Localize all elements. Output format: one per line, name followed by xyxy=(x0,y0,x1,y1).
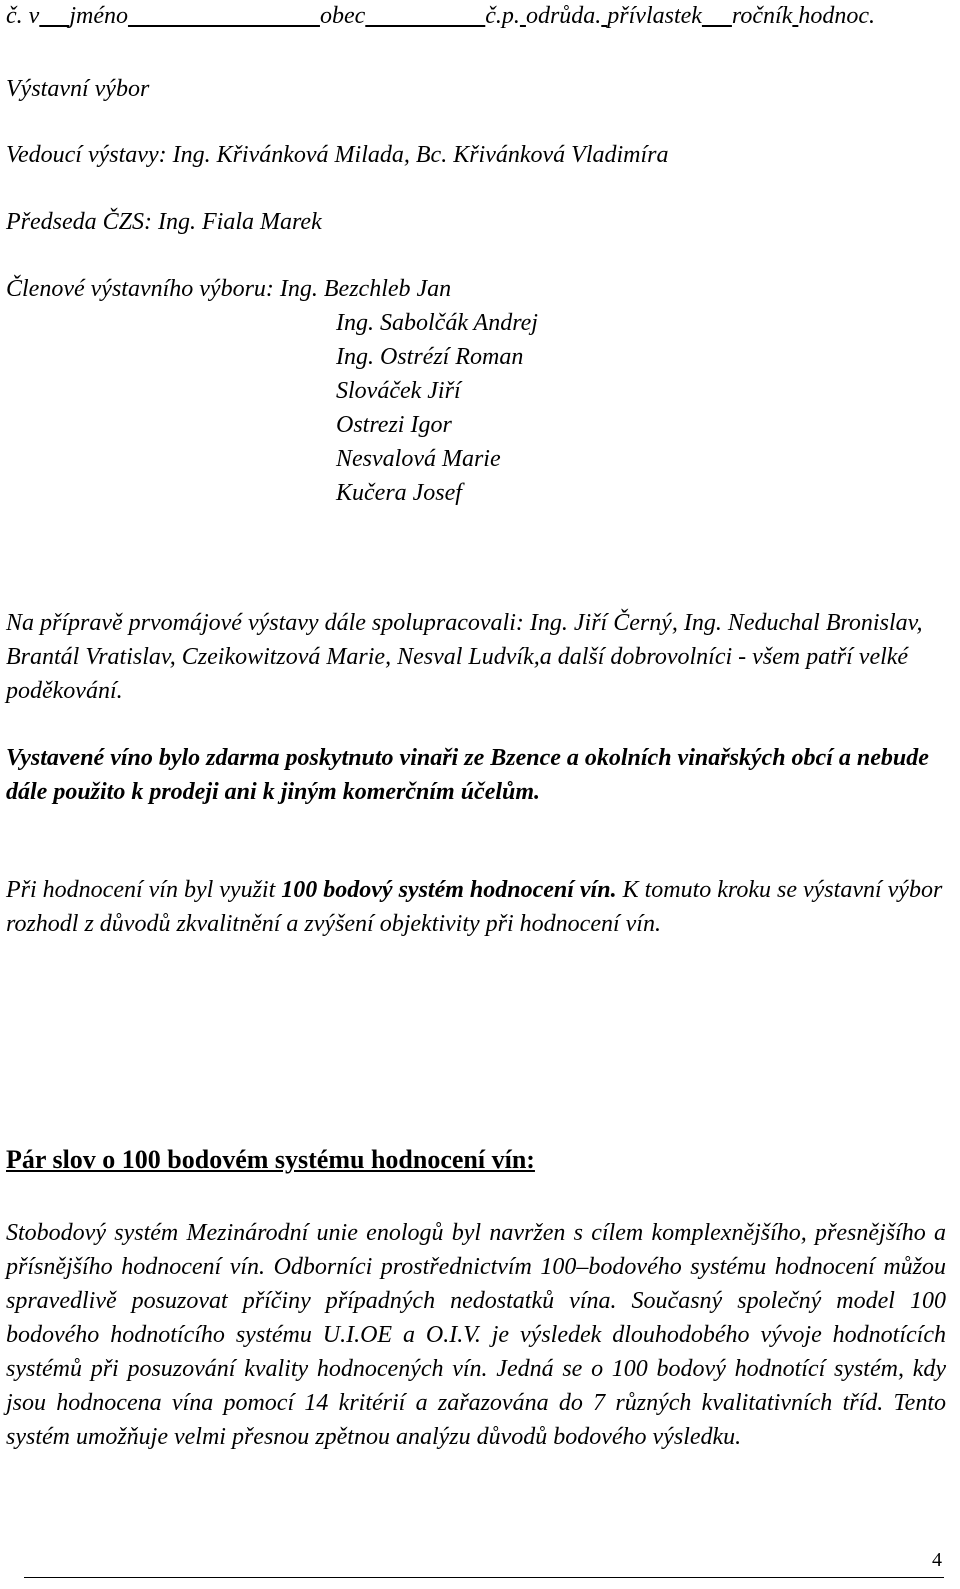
evaluation-text-b: K tomuto kroku se výstavní výbor rozhodl z důvodů zkvalitnění a zvýšení objektivity při hodnocení vín. xyxy=(6,877,943,937)
page-number: 4 xyxy=(932,1549,942,1571)
header-field-name: jméno xyxy=(69,3,128,29)
chairman: Předseda ČZS: Ing. Fiala Marek xyxy=(6,209,322,235)
header-underline xyxy=(365,3,485,29)
member-item: Kučera Josef xyxy=(336,480,462,506)
header-field-attribute: přívlastek xyxy=(607,3,702,29)
section-heading: Pár slov o 100 bodovém systému hodnocení vín: xyxy=(6,1145,535,1174)
header-field-year: ročník xyxy=(731,3,793,29)
evaluation-highlight: 100 bodový systém hodnocení vín. xyxy=(281,877,617,903)
header-field-cp: č.p. xyxy=(485,3,520,29)
header-field-number: č. v xyxy=(6,3,40,29)
footer-rule xyxy=(24,1577,944,1578)
header-field-variety: odrůda. xyxy=(525,3,602,29)
member-first: Ing. Bezchleb Jan xyxy=(279,276,452,302)
entry-format-header xyxy=(6,2,875,30)
evaluation-text-a: Při hodnocení vín byl využit xyxy=(6,877,282,903)
wine-notice-paragraph: Vystavené víno bylo zdarma poskytnuto vinaři ze Bzence a okolních vinařských obcí a nebude dále použito k prodeji ani k jiným komerčním účelům. xyxy=(6,745,929,805)
header-underline xyxy=(702,3,732,29)
members-list xyxy=(336,306,538,510)
header-field-village: obec xyxy=(319,3,366,29)
header-underline xyxy=(39,3,69,29)
header-field-rating: hodnoc. xyxy=(798,3,875,29)
evaluation-paragraph xyxy=(6,873,946,941)
member-item: Ing. Sabolčák Andrej xyxy=(336,310,538,336)
exhibition-leader: Vedoucí výstavy: Ing. Křivánková Milada, Bc. Křivánková Vladimíra xyxy=(6,142,669,168)
members-label xyxy=(6,272,946,306)
thanks-paragraph: Na přípravě prvomájové výstavy dále spolupracovali: Ing. Jiří Černý, Ing. Neduchal Bronislav, Brantál Vratislav, Czeikowitzová Marie, Nesval Ludvík,a další dobrovolníci - všem patří velké poděkování. xyxy=(6,610,923,704)
member-item: Ing. Ostrézí Roman xyxy=(336,344,524,370)
member-item: Nesvalová Marie xyxy=(336,446,501,472)
header-underline xyxy=(128,3,320,29)
section-body-paragraph: Stobodový systém Mezinárodní unie enologů byl navržen s cílem komplexnějšího, přesnějšího a přísnějšího hodnocení vín. Odborníci prostřednictvím 100–bodového systému hodnocení můžou spravedlivě posuzovat příčiny případných nedostatků vína. Současný společný model 100 bodového hodnotícího systému U.I.OE a O.I.V. je výsledek dlouhodobého vývoje hodnotících systémů při posuzování kvality hodnocených vín. Jedná se o 100 bodový hodnotící systém, kdy jsou hodnocena vína pomocí 14 kritérií a zařazována do 7 různých kvalitativních tříd. Tento systém umožňuje velmi přesnou zpětnou analýzu důvodů bodového výsledku. xyxy=(6,1220,946,1450)
member-item: Slováček Jiří xyxy=(336,378,461,404)
member-item: Ostrezi Igor xyxy=(336,412,452,438)
members-label-text: Členové výstavního výboru: xyxy=(6,276,274,302)
committee-title: Výstavní výbor xyxy=(6,76,150,102)
